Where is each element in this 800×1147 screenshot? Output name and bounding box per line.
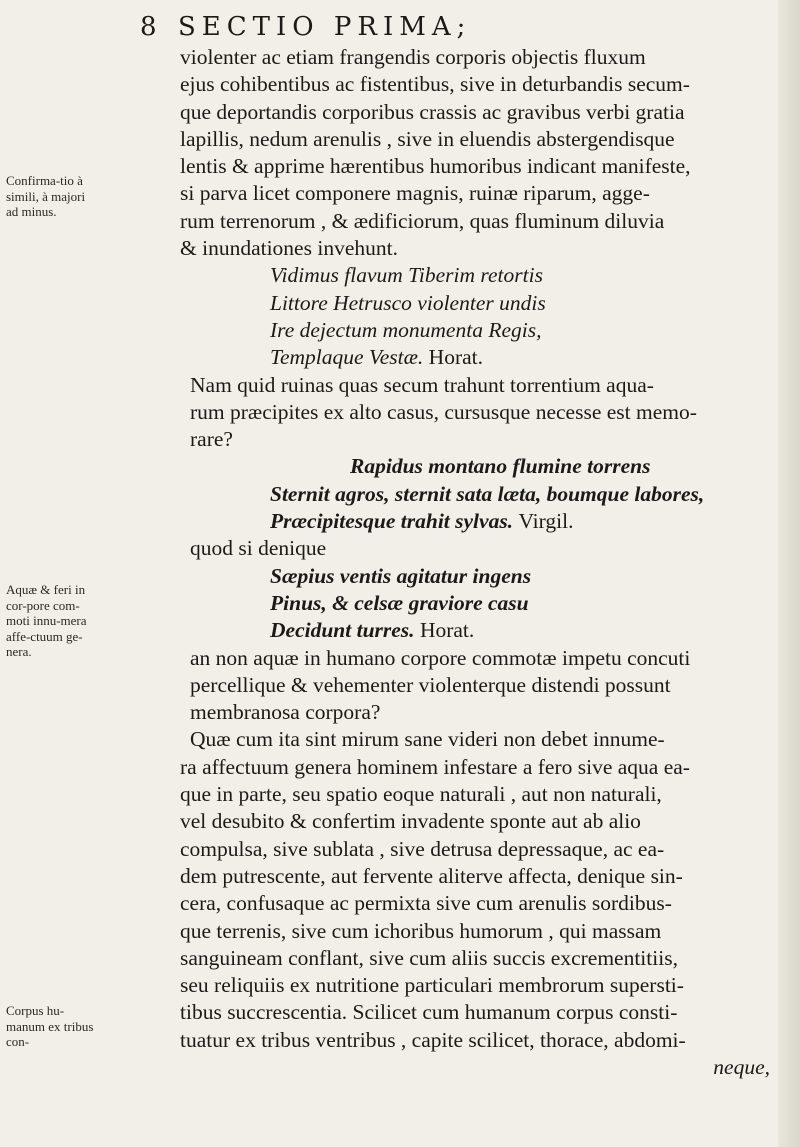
verse-text: Præcipitesque trahit sylvas. (270, 509, 514, 534)
text-line: compulsa, sive sublata , sive detrusa depressaque, ac ea- (180, 836, 665, 861)
verse-author: Horat. (419, 618, 475, 643)
text-line: tuatur ex tribus ventribus , capite scilicet, thorace, abdomi- (180, 1027, 686, 1052)
section-title: SECTIO PRIMA; (178, 12, 472, 42)
text-line: dem putrescente, aut fervente aliterve affecta, denique sin- (180, 863, 683, 888)
text-line: neque, (713, 1054, 770, 1079)
verse-line: Littore Hetrusco violenter undis (270, 290, 546, 315)
text-line: Nam quid ruinas quas secum trahunt torrentium aqua- (190, 372, 654, 397)
text-line: vel desubito & confertim invadente sponte aut ab alio (180, 809, 641, 834)
verse-author: Horat. (428, 345, 483, 370)
text-line: seu reliquiis ex nutritione particulari membrorum supersti- (180, 973, 684, 998)
text-line: lapillis, nedum arenulis , sive in eluendis abstergendisque (180, 126, 675, 151)
text-line: si parva licet componere magnis, ruinæ riparum, agge- (180, 181, 650, 206)
text-line: ejus cohibentibus ac fistentibus, sive in deturbandis secum- (180, 72, 690, 97)
text-line: sanguineam conflant, sive cum aliis succis excrementitiis, (180, 945, 678, 970)
text-line: rum præcipites ex alto casus, cursusque necesse est memo- (190, 399, 697, 424)
margin-note: Aquæ & feri in cor-pore com-moti innu-mera affe-ctuum ge-nera. (6, 582, 87, 659)
text-line: membranosa corpora? (190, 700, 381, 725)
margin-note: Confirma-tio à simili, à majori ad minus. (6, 173, 86, 219)
verse-line (180, 508, 780, 535)
text-line: que deportandis corporibus crassis ac gravibus verbi gratia (180, 99, 685, 124)
text-line: quod si denique (190, 536, 327, 561)
verse-line: Sternit agros, sternit sata læta, boumque labores, (270, 481, 705, 506)
text-line: rum terrenorum , & ædificiorum, quas fluminum diluvia (180, 208, 665, 233)
verse-line: Vidimus flavum Tiberim retortis (270, 263, 543, 288)
verse-line (180, 617, 780, 644)
verse-text: Templaque Vestæ. (270, 345, 424, 370)
text-line: & inundationes invehunt. (180, 236, 398, 261)
text-line: percellique & vehementer violenterque distendi possunt (190, 672, 671, 697)
verse-text: Decidunt turres. (270, 618, 415, 643)
verse-line: Sæpius ventis agitatur ingens (270, 563, 532, 588)
page-header (140, 12, 700, 42)
text-line: ra affectuum genera hominem infestare a fero sive aqua ea- (180, 754, 690, 779)
text-line: tibus succrescentia. Scilicet cum humanum corpus consti- (180, 1000, 678, 1025)
text-line: an non aquæ in humano corpore commotæ impetu concuti (190, 645, 691, 670)
text-line: que terrenis, sive cum ichoribus humorum , qui massam (180, 918, 662, 943)
text-line: que in parte, seu spatio eoque naturali , aut non naturali, (180, 782, 662, 807)
verse-line (180, 344, 780, 371)
verse-author: Virgil. (518, 509, 574, 534)
text-line: lentis & apprime hærentibus humoribus indicant manifeste, (180, 154, 691, 179)
main-text (180, 44, 780, 1081)
verse-line: Pinus, & celsæ graviore casu (270, 590, 529, 615)
page-edge (778, 0, 800, 1147)
verse-line: Ire dejectum monumenta Regis, (270, 317, 542, 342)
margin-note: Corpus hu-manum ex tribus con- (6, 1003, 94, 1049)
text-line: Quæ cum ita sint mirum sane videri non debet innume- (190, 727, 665, 752)
text-line: rare? (190, 427, 233, 452)
text-line: cera, confusaque ac permixta sive cum arenulis sordibus- (180, 891, 672, 916)
verse-line: Rapidus montano flumine torrens (350, 454, 651, 479)
page-number: 8 (140, 12, 157, 42)
text-line: violenter ac etiam frangendis corporis objectis fluxum (180, 45, 646, 69)
